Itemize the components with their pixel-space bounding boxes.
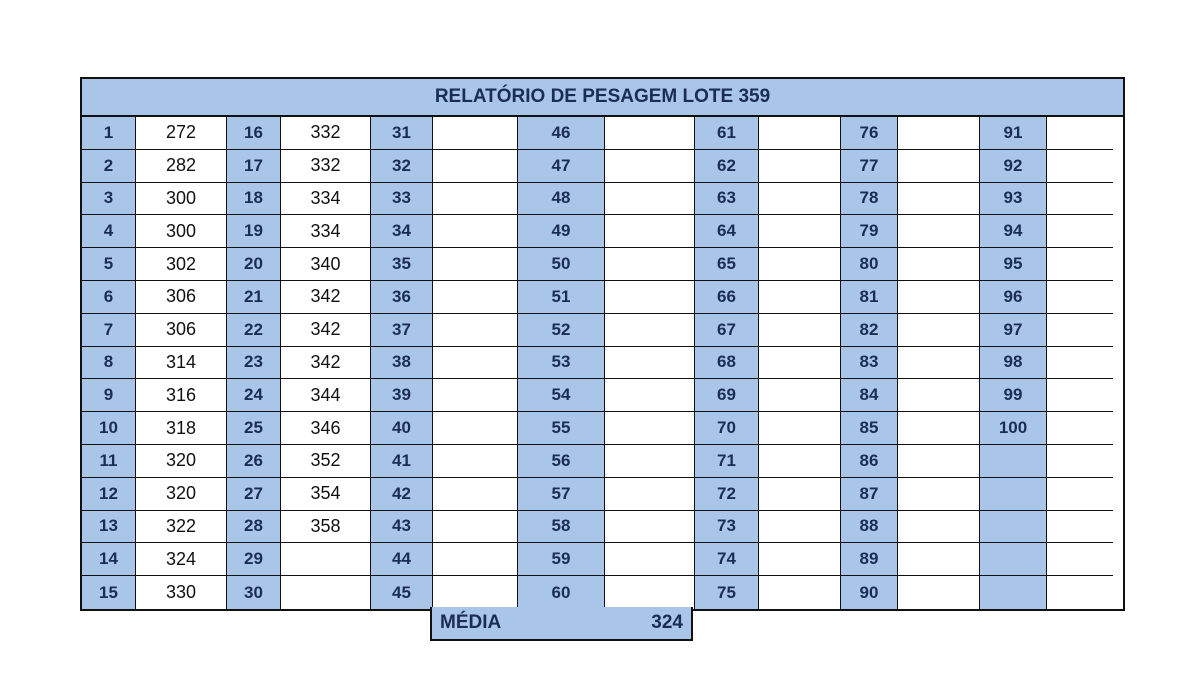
animal-number-cell: 69 (695, 379, 759, 412)
weight-value-cell (1047, 445, 1113, 478)
animal-number-cell: 42 (371, 478, 433, 511)
weight-value-cell: 300 (136, 183, 227, 216)
animal-number-cell: 39 (371, 379, 433, 412)
animal-number-cell: 77 (841, 150, 898, 183)
animal-number-cell: 74 (695, 543, 759, 576)
animal-number-cell: 58 (518, 511, 605, 544)
weight-value-cell (898, 281, 980, 314)
weight-value-cell: 346 (281, 412, 371, 445)
weighing-grid (82, 117, 1123, 609)
animal-number-cell: 78 (841, 183, 898, 216)
weight-value-cell (759, 478, 841, 511)
animal-number-cell: 57 (518, 478, 605, 511)
weight-value-cell: 300 (136, 215, 227, 248)
weight-value-cell (605, 379, 695, 412)
weight-value-cell (605, 150, 695, 183)
weight-value-cell: 320 (136, 445, 227, 478)
weight-value-cell (1047, 576, 1113, 609)
weight-value-cell (1047, 281, 1113, 314)
weight-value-cell: 306 (136, 314, 227, 347)
weight-value-cell: 334 (281, 183, 371, 216)
animal-number-cell: 26 (227, 445, 281, 478)
weight-value-cell (433, 117, 518, 150)
animal-number-cell: 86 (841, 445, 898, 478)
animal-number-cell: 46 (518, 117, 605, 150)
report-title: RELATÓRIO DE PESAGEM LOTE 359 (82, 79, 1123, 117)
animal-number-cell: 9 (82, 379, 136, 412)
weight-value-cell (605, 183, 695, 216)
weight-value-cell (1047, 543, 1113, 576)
animal-number-cell: 65 (695, 248, 759, 281)
weight-value-cell: 334 (281, 215, 371, 248)
animal-number-cell: 41 (371, 445, 433, 478)
weight-value-cell (433, 314, 518, 347)
weight-value-cell (605, 543, 695, 576)
animal-number-cell: 6 (82, 281, 136, 314)
weight-value-cell (759, 576, 841, 609)
animal-number-cell: 28 (227, 511, 281, 544)
animal-number-cell: 62 (695, 150, 759, 183)
animal-number-cell: 37 (371, 314, 433, 347)
animal-number-cell: 97 (980, 314, 1047, 347)
animal-number-cell: 52 (518, 314, 605, 347)
weight-value-cell (759, 314, 841, 347)
animal-number-cell: 8 (82, 347, 136, 380)
weight-value-cell: 318 (136, 412, 227, 445)
weight-value-cell (605, 445, 695, 478)
weight-value-cell (605, 478, 695, 511)
weight-value-cell (433, 412, 518, 445)
weight-value-cell (759, 543, 841, 576)
weight-value-cell (759, 379, 841, 412)
weight-value-cell: 282 (136, 150, 227, 183)
animal-number-cell: 60 (518, 576, 605, 609)
animal-number-cell: 1 (82, 117, 136, 150)
weight-value-cell (898, 478, 980, 511)
animal-number-cell: 100 (980, 412, 1047, 445)
weight-value-cell: 322 (136, 511, 227, 544)
animal-number-cell: 25 (227, 412, 281, 445)
animal-number-cell (980, 576, 1047, 609)
weight-value-cell (433, 347, 518, 380)
weight-value-cell (898, 215, 980, 248)
weight-value-cell (605, 248, 695, 281)
weight-value-cell: 332 (281, 117, 371, 150)
average-label: MÉDIA (440, 612, 502, 633)
animal-number-cell: 40 (371, 412, 433, 445)
weight-value-cell (1047, 478, 1113, 511)
animal-number-cell: 68 (695, 347, 759, 380)
weight-value-cell (433, 150, 518, 183)
animal-number-cell (980, 478, 1047, 511)
weight-value-cell (898, 183, 980, 216)
weight-value-cell (605, 314, 695, 347)
weight-value-cell (605, 511, 695, 544)
weight-value-cell (759, 215, 841, 248)
animal-number-cell: 72 (695, 478, 759, 511)
animal-number-cell: 98 (980, 347, 1047, 380)
animal-number-cell: 67 (695, 314, 759, 347)
animal-number-cell: 16 (227, 117, 281, 150)
weight-value-cell (898, 511, 980, 544)
animal-number-cell: 63 (695, 183, 759, 216)
weight-value-cell (433, 281, 518, 314)
weight-value-cell: 344 (281, 379, 371, 412)
animal-number-cell: 83 (841, 347, 898, 380)
weight-value-cell: 342 (281, 281, 371, 314)
animal-number-cell: 64 (695, 215, 759, 248)
weight-value-cell (433, 445, 518, 478)
animal-number-cell: 66 (695, 281, 759, 314)
weight-value-cell (898, 150, 980, 183)
animal-number-cell (980, 445, 1047, 478)
animal-number-cell: 10 (82, 412, 136, 445)
animal-number-cell: 54 (518, 379, 605, 412)
weight-value-cell (605, 215, 695, 248)
weight-value-cell (433, 478, 518, 511)
weight-value-cell (898, 576, 980, 609)
animal-number-cell: 90 (841, 576, 898, 609)
animal-number-cell: 71 (695, 445, 759, 478)
animal-number-cell: 4 (82, 215, 136, 248)
weight-value-cell (433, 576, 518, 609)
weight-value-cell (898, 117, 980, 150)
weight-value-cell (1047, 379, 1113, 412)
animal-number-cell: 30 (227, 576, 281, 609)
animal-number-cell: 59 (518, 543, 605, 576)
weight-value-cell (898, 445, 980, 478)
animal-number-cell: 20 (227, 248, 281, 281)
animal-number-cell: 21 (227, 281, 281, 314)
weight-value-cell: 306 (136, 281, 227, 314)
weight-value-cell: 358 (281, 511, 371, 544)
animal-number-cell: 88 (841, 511, 898, 544)
animal-number-cell: 55 (518, 412, 605, 445)
animal-number-cell: 51 (518, 281, 605, 314)
weight-value-cell (898, 347, 980, 380)
animal-number-cell: 50 (518, 248, 605, 281)
weight-value-cell (605, 576, 695, 609)
weight-value-cell (433, 248, 518, 281)
animal-number-cell: 99 (980, 379, 1047, 412)
weight-value-cell (1047, 117, 1113, 150)
weight-value-cell: 314 (136, 347, 227, 380)
weight-value-cell (759, 248, 841, 281)
weight-value-cell (898, 412, 980, 445)
animal-number-cell: 18 (227, 183, 281, 216)
weight-value-cell (1047, 314, 1113, 347)
weight-value-cell: 340 (281, 248, 371, 281)
animal-number-cell: 61 (695, 117, 759, 150)
weight-value-cell: 324 (136, 543, 227, 576)
average-value: 324 (651, 612, 683, 633)
weight-value-cell: 272 (136, 117, 227, 150)
animal-number-cell: 22 (227, 314, 281, 347)
weight-value-cell (759, 117, 841, 150)
animal-number-cell: 31 (371, 117, 433, 150)
animal-number-cell: 92 (980, 150, 1047, 183)
weight-value-cell: 342 (281, 314, 371, 347)
animal-number-cell: 24 (227, 379, 281, 412)
animal-number-cell: 75 (695, 576, 759, 609)
weight-value-cell (1047, 215, 1113, 248)
animal-number-cell: 35 (371, 248, 433, 281)
animal-number-cell: 94 (980, 215, 1047, 248)
animal-number-cell: 93 (980, 183, 1047, 216)
animal-number-cell: 81 (841, 281, 898, 314)
weight-value-cell (898, 379, 980, 412)
animal-number-cell: 19 (227, 215, 281, 248)
weight-value-cell (1047, 347, 1113, 380)
animal-number-cell: 5 (82, 248, 136, 281)
average-summary (430, 607, 693, 641)
animal-number-cell: 80 (841, 248, 898, 281)
weight-value-cell (1047, 183, 1113, 216)
animal-number-cell: 27 (227, 478, 281, 511)
weight-value-cell (1047, 150, 1113, 183)
animal-number-cell: 53 (518, 347, 605, 380)
animal-number-cell (980, 511, 1047, 544)
animal-number-cell: 48 (518, 183, 605, 216)
animal-number-cell: 79 (841, 215, 898, 248)
animal-number-cell: 76 (841, 117, 898, 150)
weight-value-cell (759, 445, 841, 478)
animal-number-cell: 49 (518, 215, 605, 248)
weight-value-cell (1047, 511, 1113, 544)
weight-value-cell: 320 (136, 478, 227, 511)
weight-value-cell: 332 (281, 150, 371, 183)
weight-value-cell (281, 576, 371, 609)
animal-number-cell: 43 (371, 511, 433, 544)
weight-value-cell (898, 314, 980, 347)
animal-number-cell: 15 (82, 576, 136, 609)
weight-value-cell (433, 183, 518, 216)
animal-number-cell: 84 (841, 379, 898, 412)
weight-value-cell (1047, 248, 1113, 281)
weight-value-cell: 354 (281, 478, 371, 511)
animal-number-cell: 17 (227, 150, 281, 183)
weighing-report-table (80, 77, 1125, 611)
weight-value-cell (759, 347, 841, 380)
animal-number-cell: 23 (227, 347, 281, 380)
weight-value-cell: 352 (281, 445, 371, 478)
weight-value-cell (605, 281, 695, 314)
weight-value-cell: 316 (136, 379, 227, 412)
animal-number-cell: 13 (82, 511, 136, 544)
weight-value-cell: 342 (281, 347, 371, 380)
animal-number-cell: 56 (518, 445, 605, 478)
weight-value-cell (605, 117, 695, 150)
weight-value-cell (1047, 412, 1113, 445)
weight-value-cell: 302 (136, 248, 227, 281)
weight-value-cell (605, 347, 695, 380)
weight-value-cell (759, 183, 841, 216)
weight-value-cell (605, 412, 695, 445)
animal-number-cell: 47 (518, 150, 605, 183)
animal-number-cell: 95 (980, 248, 1047, 281)
animal-number-cell: 7 (82, 314, 136, 347)
weight-value-cell: 330 (136, 576, 227, 609)
animal-number-cell: 89 (841, 543, 898, 576)
animal-number-cell: 91 (980, 117, 1047, 150)
animal-number-cell: 73 (695, 511, 759, 544)
animal-number-cell: 33 (371, 183, 433, 216)
weight-value-cell (281, 543, 371, 576)
animal-number-cell: 34 (371, 215, 433, 248)
animal-number-cell: 87 (841, 478, 898, 511)
weight-value-cell (433, 543, 518, 576)
weight-value-cell (433, 511, 518, 544)
animal-number-cell: 38 (371, 347, 433, 380)
animal-number-cell: 44 (371, 543, 433, 576)
animal-number-cell: 12 (82, 478, 136, 511)
weight-value-cell (433, 215, 518, 248)
weight-value-cell (759, 511, 841, 544)
animal-number-cell: 36 (371, 281, 433, 314)
animal-number-cell: 82 (841, 314, 898, 347)
weight-value-cell (759, 150, 841, 183)
animal-number-cell: 2 (82, 150, 136, 183)
animal-number-cell: 32 (371, 150, 433, 183)
weight-value-cell (759, 412, 841, 445)
animal-number-cell: 85 (841, 412, 898, 445)
animal-number-cell: 3 (82, 183, 136, 216)
animal-number-cell: 96 (980, 281, 1047, 314)
weight-value-cell (898, 248, 980, 281)
animal-number-cell: 11 (82, 445, 136, 478)
weight-value-cell (759, 281, 841, 314)
animal-number-cell: 29 (227, 543, 281, 576)
animal-number-cell: 14 (82, 543, 136, 576)
weight-value-cell (433, 379, 518, 412)
animal-number-cell: 70 (695, 412, 759, 445)
weight-value-cell (898, 543, 980, 576)
animal-number-cell (980, 543, 1047, 576)
animal-number-cell: 45 (371, 576, 433, 609)
